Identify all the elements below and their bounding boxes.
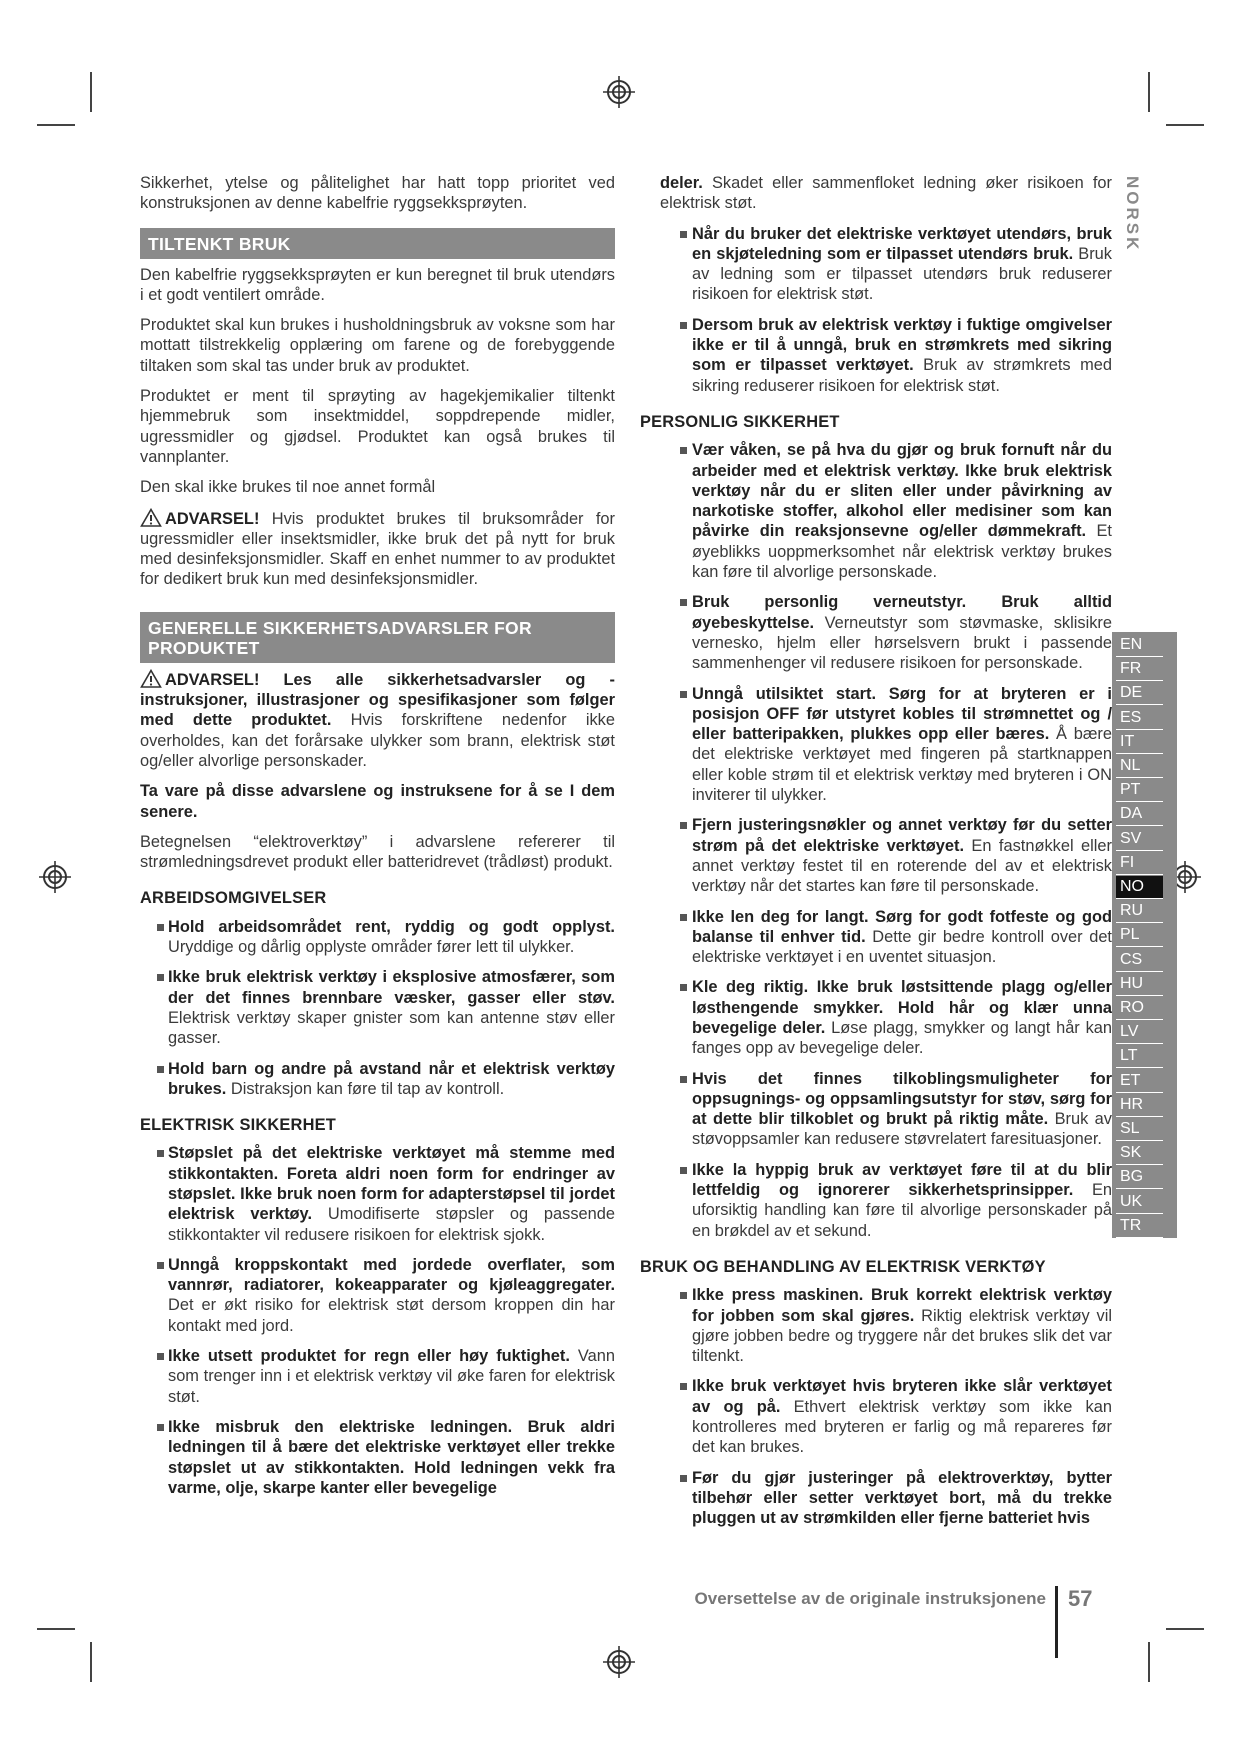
item-text: Løse plagg, smykker og langt hår kan fanges opp av bevegelige deler. xyxy=(692,1018,1112,1058)
item-bold: Hold arbeidsområdet rent, ryddig og godt opplyst. xyxy=(168,917,615,936)
language-tab-rule xyxy=(1116,946,1163,947)
language-tab-rule xyxy=(1116,1092,1163,1093)
language-tab-fr: FR xyxy=(1120,660,1142,678)
item-text: Det er økt risiko for elektrisk støt dersom kroppen din har kontakt med jord. xyxy=(168,1296,615,1335)
crop-mark xyxy=(1166,1628,1204,1630)
language-tab-rule xyxy=(1116,850,1163,851)
language-tab-no: NO xyxy=(1116,876,1163,898)
section-heading-tiltenkt-bruk: TILTENKT BRUK xyxy=(140,228,615,259)
registration-mark-icon xyxy=(602,75,636,109)
language-tab-rule xyxy=(1116,922,1163,923)
item-bold: Ikke la hyppig bruk av verktøyet føre til at du blir lettfeldig og ignorerer sikkerhetsprinsipper. xyxy=(692,1160,1112,1200)
bullet-list xyxy=(660,440,1112,1241)
language-tab-fi: FI xyxy=(1120,853,1135,871)
warning-paragraph xyxy=(140,508,615,590)
continued-paragraph xyxy=(660,173,1112,214)
item-text: Verneutstyr som støvmaske, sklisikre vernesko, hjelm eller hørselsvern brukt i passende sammenhenger vil redusere risikoen for personskade. xyxy=(692,613,1112,673)
paragraph: Den kabelfrie ryggsekksprøyten er kun beregnet til bruk utendørs i et godt ventilert område. xyxy=(140,265,615,304)
item-text: Dette gir bedre kontroll over det elektriske verktøyet i en uventet situasjon. xyxy=(692,927,1112,967)
language-tab-cs: CS xyxy=(1120,950,1143,968)
list-item xyxy=(660,977,1112,1058)
item-bold: Fjern justeringsnøkler og annet verktøy før du setter strøm på det elektriske verktøyet. xyxy=(692,816,1112,855)
language-tab-bg: BG xyxy=(1120,1168,1144,1186)
language-tab-sv: SV xyxy=(1120,829,1142,847)
list-item xyxy=(660,315,1112,396)
language-tab-rule xyxy=(1116,656,1163,657)
list-item xyxy=(660,224,1112,305)
language-tab-da: DA xyxy=(1120,805,1143,823)
item-text: Riktig elektrisk verktøy vil gjøre jobben bedre og tryggere når det brukes slik det var tiltenkt. xyxy=(692,1306,1112,1366)
item-text: Bruk av strømkrets med sikring reduserer risikoen for elektrisk støt. xyxy=(692,356,1112,395)
language-tab-rule xyxy=(1116,1164,1163,1165)
list-item xyxy=(140,967,615,1048)
continued-bold: deler. xyxy=(660,174,703,192)
crop-mark xyxy=(1148,72,1150,112)
bullet-list xyxy=(660,224,1112,396)
list-item xyxy=(140,1143,615,1244)
language-tab-rule xyxy=(1116,1237,1163,1238)
language-tab-sl: SL xyxy=(1120,1120,1140,1137)
language-tab-rule xyxy=(1116,825,1163,826)
bullet-list xyxy=(660,1285,1112,1528)
item-bold: Kle deg riktig. Ikke bruk løstsittende plagg og/eller løsthengende smykker. Hold hår og klær unna bevegelige deler. xyxy=(692,978,1112,1037)
footer-text: Oversettelse av de originale instruksjonene xyxy=(694,1589,1046,1608)
language-tab-rule xyxy=(1116,801,1163,802)
item-bold: Bruk personlig verneutstyr. Bruk alltid øyebeskyttelse. xyxy=(692,593,1112,632)
list-item xyxy=(660,1160,1112,1241)
language-tab-rule xyxy=(1116,995,1163,996)
language-tab-es: ES xyxy=(1120,708,1142,726)
warning-text: Hvis forskriftene nedenfor ikke overholdes, kan det forårsake ulykker som brann, elektrisk støt og/eller alvorlige personskader. xyxy=(140,711,615,770)
language-tab-rule xyxy=(1116,1116,1163,1117)
registration-mark-icon xyxy=(38,860,72,894)
warning-text: Hvis produktet brukes til bruksområder for ugressmidler eller insektsmidler, ikke bruk det på nytt for bruk med desinfeksjonsmidler. Skaff en enhet nummer to av produktet for dedikert bruk kun med desinfeksjonsmidler. xyxy=(140,509,615,589)
language-tab-lt: LT xyxy=(1120,1047,1138,1065)
subheading-bruk-og-behandling: BRUK OG BEHANDLING AV ELEKTRISK VERKTØY xyxy=(640,1257,1046,1276)
page-number: 57 xyxy=(1068,1586,1093,1611)
list-item xyxy=(660,592,1112,673)
language-tab-it: IT xyxy=(1120,732,1135,750)
registration-mark-icon xyxy=(602,1645,636,1679)
item-text: Bruk av ledning som er tilpasset utendørs bruk reduserer risikoen for elektrisk støt. xyxy=(692,244,1112,304)
item-bold: Hvis det finnes tilkoblingsmuligheter for oppsugnings- og oppsamlingsutstyr for støv, sørg for at dette blir tilkoblet og brukt på riktig måte. xyxy=(692,1069,1112,1129)
keep-instructions xyxy=(140,781,615,822)
list-item xyxy=(660,1468,1112,1529)
crop-mark xyxy=(90,1642,92,1682)
item-bold: Ikke bruk verktøyet hvis bryteren ikke slår verktøyet av og på. xyxy=(692,1377,1112,1416)
language-tab-et: ET xyxy=(1120,1071,1141,1089)
language-tab-rule xyxy=(1116,753,1163,754)
language-tab-hu: HU xyxy=(1120,974,1144,992)
language-tab-rule xyxy=(1116,1188,1163,1189)
paragraph: Produktet skal kun brukes i husholdningsbruk av voksne som har mottatt tilstrekkelig opplæring om farene og de forebyggende tiltaken som skal tas under bruk av produktet. xyxy=(140,316,615,375)
language-tab-rule xyxy=(1116,1140,1163,1141)
subheading-elektrisk-sikkerhet: ELEKTRISK SIKKERHET xyxy=(140,1116,336,1135)
right-column xyxy=(640,173,1112,1539)
subheading-personlig-sikkerhet: PERSONLIG SIKKERHET xyxy=(640,412,840,431)
paragraph: Den skal ikke brukes til noe annet formål xyxy=(140,478,436,497)
language-tab-rule xyxy=(1116,874,1163,875)
language-tab-lv: LV xyxy=(1120,1023,1139,1041)
list-item xyxy=(140,917,615,958)
language-tab-tr: TR xyxy=(1120,1216,1142,1234)
item-text: Bruk av støvoppsamler kan redusere støvrelatert faresituasjoner. xyxy=(692,1110,1112,1149)
language-tab-rule xyxy=(1116,777,1163,778)
keep-instructions-text: Ta vare på disse advarslene og instruksene for å se I dem senere. xyxy=(140,782,615,821)
list-item xyxy=(140,1059,615,1100)
language-tab-rule xyxy=(1116,971,1163,972)
subheading-arbeidsomgivelser: ARBEIDSOMGIVELSER xyxy=(140,889,327,908)
item-text: Ethvert elektrisk verktøy som ikke kan kontrolleres med bryteren er farlig og må repareres før det kan brukes. xyxy=(692,1397,1112,1457)
language-tab-hr: HR xyxy=(1120,1095,1144,1113)
warning-triangle-icon xyxy=(140,508,162,527)
list-item xyxy=(660,1376,1112,1457)
footer-divider xyxy=(1055,1586,1058,1658)
item-bold: Ikke utsett produktet for regn eller høy fuktighet. xyxy=(168,1347,570,1366)
language-tab-nl: NL xyxy=(1120,757,1141,774)
crop-mark xyxy=(37,124,75,126)
language-tab-rule xyxy=(1116,680,1163,681)
item-text: Distraksjon kan føre til tap av kontroll. xyxy=(226,1079,505,1098)
crop-mark xyxy=(90,72,92,112)
item-text: En uforsiktig handling kan føre til alvorlige personskader på en brøkdel av et sekund. xyxy=(692,1181,1112,1240)
list-item xyxy=(660,815,1112,896)
language-tab-en: EN xyxy=(1120,636,1143,653)
item-bold: Dersom bruk av elektrisk verktøy i fuktige omgivelser ikke er til å unngå, bruk en strømkrets med sikring som er tilpasset verktøyet. xyxy=(692,315,1112,375)
paragraph: Betegnelsen “elektroverktøy” i advarslene refererer til strømledningsdrevet produkt eller batteridrevet (trådløst) produkt. xyxy=(140,832,615,872)
left-column xyxy=(140,173,615,1508)
item-bold: Ikke bruk elektrisk verktøy i eksplosive atmosfærer, som der det finnes brennbare væsker, gasser eller støv. xyxy=(168,968,615,1007)
list-item xyxy=(660,1069,1112,1150)
list-item xyxy=(660,1285,1112,1366)
language-tab-de: DE xyxy=(1120,684,1143,702)
item-bold: Hold barn og andre på avstand når et elektrisk verktøy brukes. xyxy=(168,1059,615,1098)
crop-mark xyxy=(1148,1642,1150,1682)
crop-mark xyxy=(1166,124,1204,126)
warning-label: ADVARSEL! Les alle sikkerhetsadvarsler og -instruksjoner, illustrasjoner og spesifikasjoner som følger med dette produktet. xyxy=(140,670,615,730)
paragraph: Produktet er ment til sprøyting av hagekjemikalier tiltenkt hjemmebruk som insektmiddel, soppdrepende midler, ugressmidler og gjødsel. Produktet kan også brukes til vannplanter. xyxy=(140,387,615,466)
language-tab-ru: RU xyxy=(1120,902,1144,920)
language-tab-rule xyxy=(1116,1067,1163,1068)
side-language-label: NORSK xyxy=(1123,176,1142,253)
language-tab-uk: UK xyxy=(1120,1192,1143,1210)
item-bold: Støpslet på det elektriske verktøyet må stemme med stikkontakten. Foreta aldri noen form for endringer av støpslet. Ikke bruk noen form for adapterstøpsel til jordet elektrisk verktøy. xyxy=(168,1144,615,1224)
language-tab-rule xyxy=(1116,1043,1163,1044)
language-tab-rule xyxy=(1116,729,1163,730)
language-tab-rule xyxy=(1116,898,1163,899)
warning-paragraph xyxy=(140,669,615,771)
language-tab-ro: RO xyxy=(1120,999,1144,1016)
item-text: Å bære det elektriske verktøyet med fingeren på startknappen eller koble strøm til et elektrisk verktøy med bryteren i ON inviterer til ulykker. xyxy=(692,725,1112,805)
list-item xyxy=(660,684,1112,806)
intro-paragraph: Sikkerhet, ytelse og pålitelighet har hatt topp prioritet ved konstruksjonen av denne kabelfrie ryggsekksprøyten. xyxy=(140,174,615,213)
warning-label: ADVARSEL! xyxy=(165,509,260,528)
language-tab-sk: SK xyxy=(1120,1144,1142,1162)
item-text: Et øyeblikks uoppmerksomhet når elektrisk verktøy brukes kan føre til alvorlige personskade. xyxy=(692,522,1112,582)
warning-triangle-icon xyxy=(140,669,162,688)
item-text: Umodifiserte støpsler og passende stikkontakter vil redusere risikoen for elektrisk sjokk. xyxy=(168,1205,615,1244)
language-tab-rule xyxy=(1116,1019,1163,1020)
item-text: Uryddige og dårlig opplyste områder fører lett til ulykker. xyxy=(168,938,575,957)
section-heading-generelle: GENERELLE SIKKERHETSADVARSLER FOR PRODUKTET xyxy=(140,612,615,663)
crop-mark xyxy=(37,1628,75,1630)
item-bold: Når du bruker det elektriske verktøyet utendørs, bruk en skjøteledning som er tilpasset utendørs bruk. xyxy=(692,224,1112,263)
item-text: Elektrisk verktøy skaper gnister som kan antenne støv eller gasser. xyxy=(168,1008,615,1048)
language-tab-rule xyxy=(1116,704,1163,705)
list-item xyxy=(140,1417,615,1498)
item-bold: Ikke misbruk den elektriske ledningen. Bruk aldri ledningen til å bære det elektriske verktøyet eller trekke støpslet ut av stikkontakten. Hold ledningen vekk fra varme, olje, skarpe kanter eller bevegelige xyxy=(168,1417,615,1497)
language-tab-pl: PL xyxy=(1120,926,1140,944)
list-item xyxy=(660,440,1112,582)
language-tab-rule xyxy=(1116,1213,1163,1214)
item-bold: Unngå utilsiktet start. Sørg for at bryteren er i posisjon OFF før utstyret kobles til strømnettet og / eller batteripakken, plukkes opp eller bæres. xyxy=(692,684,1112,744)
list-item xyxy=(140,1255,615,1336)
bullet-list xyxy=(140,917,615,1099)
bullet-list xyxy=(140,1143,615,1498)
item-text: Vann som trenger inn i et elektrisk verktøy vil øke faren for elektrisk støt. xyxy=(168,1347,615,1406)
item-bold: Ikke press maskinen. Bruk korrekt elektrisk verktøy for jobben som skal gjøres. xyxy=(692,1286,1112,1325)
item-bold: Vær våken, se på hva du gjør og bruk fornuft når du arbeider med et elektrisk verktøy. Ikke bruk elektrisk verktøy når du er sliten eller under påvirkning av narkotiske stoffer, alkohol eller medisiner som kan påvirke din reaksjonsevne og/eller dømmekraft. xyxy=(692,441,1112,541)
item-bold: Ikke len deg for langt. Sørg for godt fotfeste og god balanse til enhver tid. xyxy=(692,907,1112,946)
language-tab-pt: PT xyxy=(1120,781,1141,799)
list-item xyxy=(140,1346,615,1407)
item-bold: Unngå kroppskontakt med jordede overflater, som vannrør, radiatorer, kokeapparater og kjøleaggregater. xyxy=(168,1255,615,1295)
item-bold: Før du gjør justeringer på elektroverktøy, bytter tilbehør eller setter verktøyet bort, må du trekke pluggen ut av strømkilden eller fjerne batteriet hvis xyxy=(692,1468,1112,1528)
list-item xyxy=(660,907,1112,968)
continued-text: Skadet eller sammenfloket ledning øker risikoen for elektrisk støt. xyxy=(660,174,1112,213)
item-text: En fastnøkkel eller annet verktøy festet til en roterende del av et elektrisk verktøy når det startes kan føre til personskade. xyxy=(692,836,1112,896)
